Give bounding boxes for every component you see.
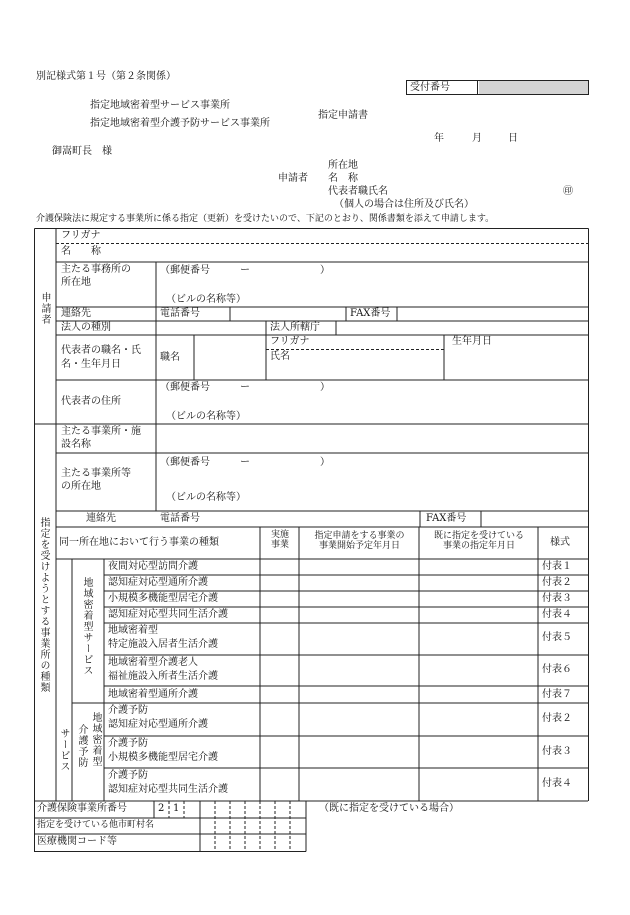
postal-code-field[interactable]: （郵便番号 ー ） — [160, 265, 330, 276]
applicant-label: 申請者 — [278, 173, 308, 184]
office-address-label-2: の所在地 — [61, 481, 101, 492]
rep-postal-field[interactable]: （郵便番号 ー ） — [160, 382, 330, 393]
date-month: 月 — [472, 133, 482, 144]
service-row-label: 夜間対応型訪問介護 — [108, 561, 198, 572]
service-row-label: 地域密着型通所介護 — [108, 689, 198, 700]
job-title-label: 職名 — [160, 352, 180, 363]
office-address-label: 主たる事業所等 — [61, 468, 131, 479]
service-row-label: 小規模多機能型居宅介護 — [108, 593, 218, 604]
corp-office-label: 法人所轄庁 — [270, 322, 320, 333]
office-tel-label: 電話番号 — [160, 513, 200, 524]
name-label: 名 称 — [61, 246, 101, 257]
existing-date-header: 既に指定を受けている 事業の指定年月日 — [433, 531, 524, 552]
receipt-number-field[interactable] — [479, 81, 588, 94]
rep-name-label: 氏名 — [270, 351, 290, 362]
office-postal-field[interactable]: （郵便番号 ー ） — [160, 457, 330, 468]
form-ref-label: 付表３ — [542, 593, 572, 604]
preventive-group-label-b: 介護予防 — [76, 724, 87, 768]
start-date-header: 指定申請をする事業の 事業開始予定年月日 — [314, 531, 405, 552]
corp-type-label: 法人の種別 — [61, 322, 111, 333]
building-name-field[interactable]: （ビルの名称等） — [166, 294, 246, 305]
community-service-group-label: 地域密着型サービス — [81, 577, 92, 676]
service-row-label-2: 小規模多機能型居宅介護 — [108, 752, 218, 763]
representative-label: 代表者の職名・氏 — [61, 345, 141, 356]
representative-label-2: 名・生年月日 — [61, 359, 121, 370]
rep-furigana-label: フリガナ — [270, 336, 310, 347]
service-row-label-2: 福祉施設入所者生活介護 — [108, 671, 218, 682]
form-ref-label: 付表６ — [542, 664, 572, 675]
rep-building-field[interactable]: （ビルの名称等） — [166, 411, 246, 422]
service-type-header: 同一所在地において行う事業の種類 — [59, 537, 219, 548]
office-name-label-2: 設名称 — [61, 439, 91, 450]
form-ref-label: 付表１ — [542, 561, 572, 572]
other-city-label: 指定を受けている他市町村名 — [37, 820, 155, 830]
contact-label: 連絡先 — [61, 308, 91, 319]
preventive-group-label-c: サービス — [58, 728, 69, 772]
office-building-field[interactable]: （ビルの名称等） — [166, 492, 246, 503]
representative-label: 代表者職氏名 — [328, 186, 388, 197]
birth-date-label: 生年月日 — [452, 336, 492, 347]
applicant-side-label: 申請者 — [39, 292, 50, 325]
furigana-label: フリガナ — [61, 230, 101, 241]
fax-label: FAX番号 — [350, 308, 391, 319]
service-row-label: 認知症対応型共同生活介護 — [108, 609, 228, 620]
medical-code-label: 医療機関コード等 — [37, 836, 117, 847]
service-row-label: 地域密着型 — [108, 625, 158, 636]
service-row-label-2: 認知症対応型共同生活介護 — [108, 784, 228, 795]
form-ref-label: 付表７ — [542, 689, 572, 700]
service-row-label: 地域密着型介護老人 — [108, 657, 198, 668]
office-name-label: 主たる事業所・施 — [61, 426, 141, 437]
seal-mark: ㊞ — [563, 186, 573, 197]
service-row-label-2: 認知症対応型通所介護 — [108, 719, 208, 730]
service-row-label: 介護予防 — [108, 770, 148, 781]
receipt-number-label: 受付番号 — [407, 81, 478, 94]
office-type-side-label: 指定を受けようとする事業所の種類 — [38, 517, 49, 693]
service-row-label: 介護予防 — [108, 738, 148, 749]
office-fax-label: FAX番号 — [426, 513, 467, 524]
application-form — [34, 228, 589, 852]
implemented-header: 実施 事業 — [270, 530, 289, 551]
intro-text: 介護保険法に規定する事業所に係る指定（更新）を受けたいので、下記のとおり、関係書類を添えて申請します。 — [36, 214, 495, 224]
date-day: 日 — [508, 133, 518, 144]
form-header: 様式 — [550, 537, 570, 548]
office-address-label-2: 所在地 — [61, 277, 91, 288]
title-line1: 指定地域密着型サービス事業所 — [90, 100, 230, 111]
form-ref-label: 付表４ — [542, 778, 572, 789]
form-ref-label: 付表３ — [542, 746, 572, 757]
preventive-group-label-a: 地域密着型 — [90, 712, 101, 767]
individual-note: （個人の場合は住所及び氏名） — [334, 199, 474, 210]
insurance-digit-2[interactable]: 1 — [173, 803, 180, 814]
page-title: 指定申請書 — [318, 110, 368, 121]
form-number: 別記様式第１号（第２条関係） — [36, 71, 176, 82]
applicant-address-label: 所在地 — [328, 160, 358, 171]
service-row-label: 認知症対応型通所介護 — [108, 577, 208, 588]
rep-address-label: 代表者の住所 — [61, 396, 121, 407]
form-ref-label: 付表２ — [542, 713, 572, 724]
already-designated-note: （既に指定を受けている場合） — [319, 803, 459, 814]
title-line2: 指定地域密着型介護予防サービス事業所 — [90, 118, 270, 129]
form-ref-label: 付表２ — [542, 577, 572, 588]
addressee: 御嵩町長 様 — [52, 146, 112, 157]
form-ref-label: 付表４ — [542, 609, 572, 620]
form-ref-label: 付表５ — [542, 632, 572, 643]
receipt-number-box — [406, 80, 589, 95]
service-row-label-2: 特定施設入居者生活介護 — [108, 639, 218, 650]
office-address-label: 主たる事務所の — [61, 264, 131, 275]
insurance-digit-1[interactable]: 2 — [158, 803, 165, 814]
insurance-number-label: 介護保険事業所番号 — [37, 803, 127, 814]
office-contact-label: 連絡先 — [86, 513, 116, 524]
tel-label: 電話番号 — [160, 308, 200, 319]
date-year: 年 — [434, 133, 444, 144]
service-row-label: 介護予防 — [108, 705, 148, 716]
applicant-name-label: 名 称 — [328, 173, 358, 184]
